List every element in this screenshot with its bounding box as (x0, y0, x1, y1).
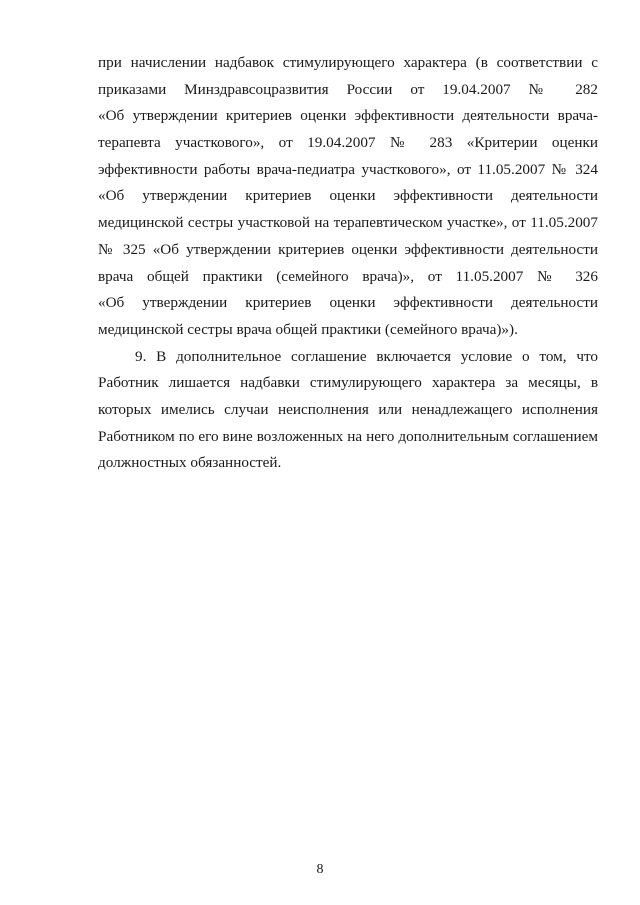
paragraph-line: № 325 «Об утверждении критериев оценки эффективности деятельности (98, 240, 598, 258)
document-body (98, 50, 598, 477)
paragraph-line: терапевта участкового», от 19.04.2007 № 283 «Критерии оценки (98, 134, 598, 152)
paragraph-line: врача общей практики (семейного врача)», от 11.05.2007 № 326 (98, 267, 598, 285)
paragraph-line: «Об утверждении критериев оценки эффективности деятельности (98, 294, 598, 312)
page-number: 8 (316, 862, 324, 877)
paragraph-line: должностных обязанностей. (98, 454, 282, 472)
paragraph-line: медицинской сестры участковой на терапевтическом участке», от 11.05.2007 (98, 214, 598, 232)
paragraph-item-9 (98, 344, 598, 477)
paragraph-line: которых имелись случаи неисполнения или ненадлежащего исполнения (98, 400, 598, 418)
paragraph-orders-list (98, 50, 598, 344)
paragraph-line: «Об утверждении критериев оценки эффективности деятельности врача- (98, 107, 598, 125)
paragraph-line: Работником по его вине возложенных на него дополнительным соглашением (98, 427, 598, 445)
paragraph-line: 9. В дополнительное соглашение включается условие о том, что (135, 347, 598, 365)
paragraph-line: при начислении надбавок стимулирующего характера (в соответствии с (98, 54, 598, 71)
paragraph-line: «Об утверждении критериев оценки эффективности деятельности (98, 187, 598, 205)
paragraph-line: приказами Минздравсоцразвития России от 19.04.2007 № 282 (98, 80, 598, 98)
paragraph-line: медицинской сестры врача общей практики (семейного врача)»). (98, 320, 518, 338)
paragraph-line: эффективности работы врача-педиатра участкового», от 11.05.2007 № 324 (98, 160, 598, 178)
paragraph-line: Работник лишается надбавки стимулирующего характера за месяцы, в (98, 374, 598, 392)
